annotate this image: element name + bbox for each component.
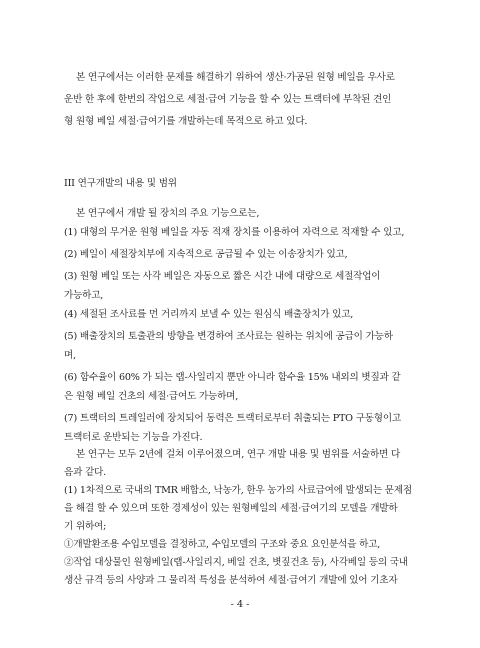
function-line-4: 가능하고, bbox=[64, 290, 104, 301]
intro-line-2: 운반 한 후에 한번의 작업으로 세절·급여 기능을 할 수 있는 트랙터에 부착된 견인 bbox=[64, 94, 392, 105]
function-line-6: (5) 배출장치의 토출관의 방향을 변경하여 조사료는 원하는 위치에 공급이 가능하 bbox=[64, 331, 393, 342]
plan-line-1: 본 연구는 모두 2년에 걸쳐 이루어졌으며, 연구 개발 내용 및 범위를 서술하면 다 bbox=[76, 449, 401, 460]
plan-line-4: 을 해결 할 수 있으며 또한 경제성이 있는 원형베일의 세절·급여기의 모델을 개발하 bbox=[64, 503, 398, 514]
intro-line-1: 본 연구에서는 이러한 문제를 해결하기 위하여 생산·가공된 원형 베일을 우사로 bbox=[76, 72, 395, 83]
function-line-5: (4) 세절된 조사료를 먼 거리까지 보낼 수 있는 원심식 배출장치가 있고, bbox=[64, 309, 354, 320]
function-line-10: (7) 트랙터의 트레일러에 장치되어 동력은 트랙터로부터 취출되는 PTO 구동형이고 bbox=[64, 413, 401, 424]
plan-line-8: 생산 규격 등의 사양과 그 물리적 특성을 분석하여 세절·급여기 개발에 있어 기초자 bbox=[64, 575, 398, 586]
plan-line-5: 기 위하여; bbox=[64, 521, 107, 532]
plan-line-3: (1) 1차적으로 국내의 TMR 배합소, 낙농가, 한우 농가의 사료급여에 발생되는 문제점 bbox=[64, 485, 412, 496]
function-line-1: (1) 대형의 무거운 원형 베일을 자동 적재 장치를 이용하여 자력으로 적재할 수 있고, bbox=[64, 227, 405, 238]
function-line-3: (3) 원형 베일 또는 사각 베일은 자동으로 짧은 시간 내에 대량으로 세절작업이 bbox=[64, 271, 381, 282]
intro-line-3: 형 원형 베일 세절·급여기를 개발하는데 목적으로 하고 있다. bbox=[64, 116, 308, 127]
page-number: - 4 - bbox=[230, 599, 250, 610]
plan-line-7: ②작업 대상물인 원형베일(랩-사일리지, 베일 건초, 볏짚건초 등), 사각베일 등의 국내 bbox=[64, 557, 408, 568]
plan-line-6: ①개발환조용 수입모델을 결정하고, 수입모델의 구조와 중요 요인분석을 하고, bbox=[64, 539, 381, 550]
plan-line-2: 음과 같다. bbox=[64, 467, 106, 478]
function-line-8: (6) 함수율이 60% 가 되는 랩-사일리지 뿐만 아니라 함수율 15% 내외의 볏짚과 같 bbox=[64, 372, 401, 383]
function-line-7: 며, bbox=[64, 350, 76, 361]
section-heading: III 연구개발의 내용 및 범위 bbox=[64, 178, 177, 189]
function-line-11: 트랙터로 운반되는 기능을 가진다. bbox=[64, 432, 203, 443]
scope-intro: 본 연구에서 개발 될 장치의 주요 기능으로는, bbox=[76, 208, 260, 219]
function-line-2: (2) 베일이 세절장치부에 지속적으로 공급될 수 있는 이송장치가 있고, bbox=[64, 249, 348, 260]
function-line-9: 은 원형 베일 건초의 세절·급여도 가능하며, bbox=[64, 391, 239, 402]
